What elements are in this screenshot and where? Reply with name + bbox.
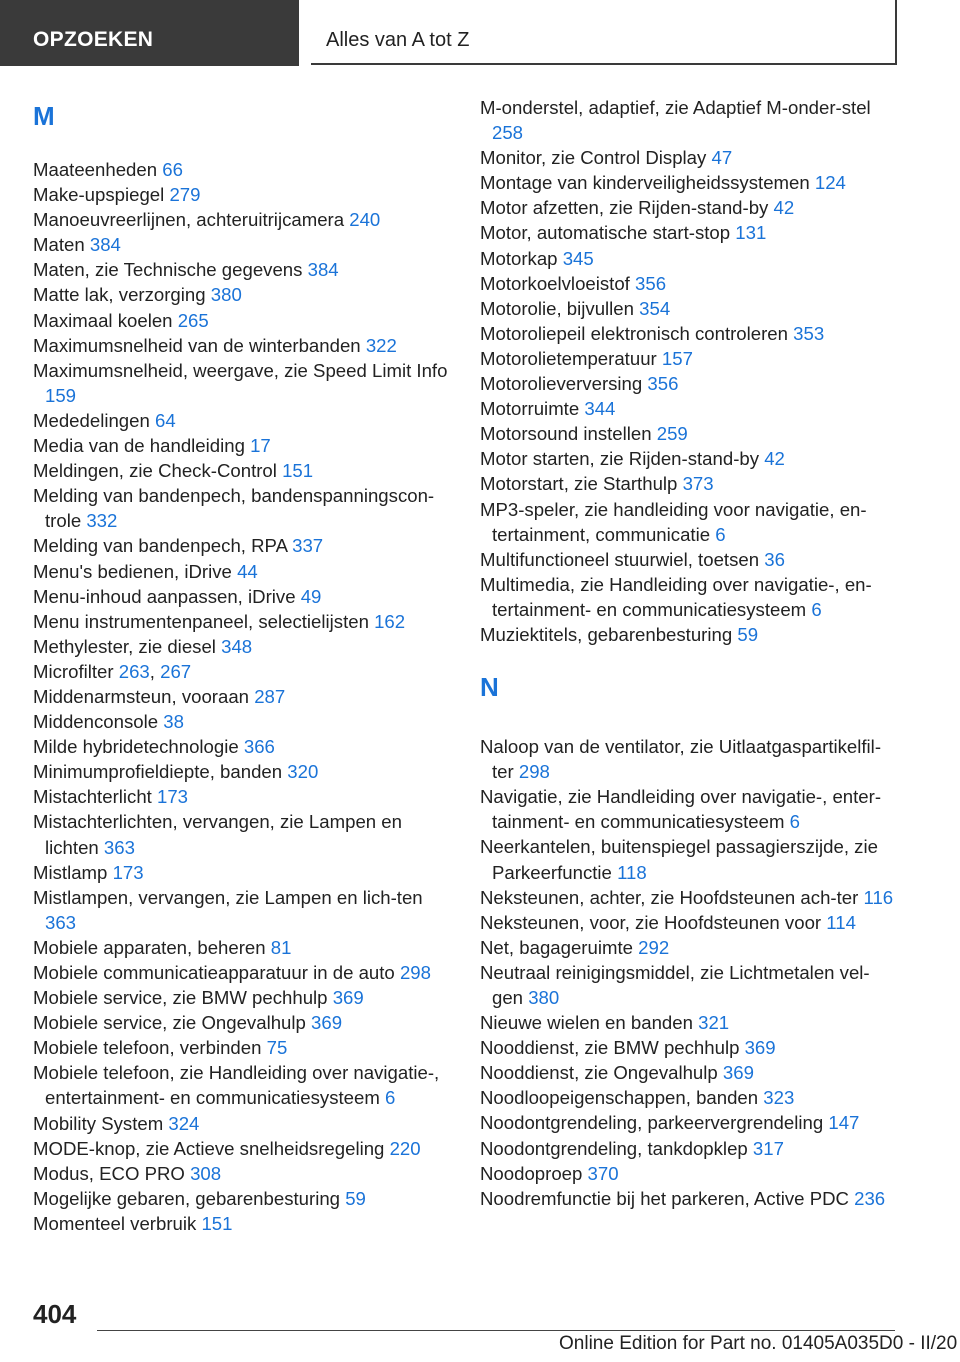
index-entry-text: Maximumsnelheid van de winterbanden [33,334,361,356]
index-entry [480,271,900,296]
page-reference-link[interactable]: 36 [764,548,785,570]
index-entry [33,257,458,282]
section-tab[interactable] [0,0,299,66]
page-header [0,0,896,66]
index-entry-text: Mistachterlichten, vervangen, zie Lampen en lichten [33,811,402,858]
index-entry [480,421,900,446]
page-reference-link[interactable]: 369 [722,1062,754,1084]
index-entry [480,1035,900,1060]
index-entry [480,170,900,195]
page-reference-link[interactable]: 75 [266,1037,288,1059]
index-entry [480,371,900,396]
page-reference-link[interactable]: 279 [169,184,201,206]
page-reference-link[interactable]: 59 [737,623,759,645]
index-entry [33,885,458,935]
index-entry [33,709,458,734]
page-reference-link[interactable]: 380 [210,284,242,306]
index-entry [480,1136,900,1161]
index-entry-text: Neerkantelen, buitenspiegel passagierszijde, zie Parkeerfunctie [480,836,878,883]
index-entry [33,960,458,985]
page-number: 404 [33,1299,77,1329]
chapter-title-box [311,0,897,65]
page-reference-link[interactable]: 292 [638,936,670,958]
index-entry [33,1010,458,1035]
page-reference-link[interactable]: 267 [160,660,192,682]
index-entry-text: Matte lak, verzorging [33,284,206,306]
index-entry [480,1010,900,1035]
index-entry-text: Noodontgrendeling, parkeervergrendeling [480,1112,824,1134]
index-entry-text: Mobiele apparaten, beheren [33,936,266,958]
page-reference-link[interactable]: 38 [163,711,184,733]
index-entry [480,572,900,622]
page-reference-link[interactable]: 369 [744,1037,776,1059]
index-entry [33,860,458,885]
index-entry-text: Milde hybridetechnologie [33,736,239,758]
page-reference-link[interactable]: 44 [237,560,258,582]
page-reference-link[interactable]: 384 [307,259,339,281]
index-entry [480,195,900,220]
index-entry [480,220,900,245]
page-reference-link[interactable]: 344 [584,398,616,420]
page-reference-link[interactable]: 6 [789,811,800,833]
index-entry-text: MP3-speler, zie handleiding voor navigatie, en-tertainment, communicatie [480,498,867,545]
page-reference-link[interactable]: 151 [282,460,314,482]
index-entry-text: Microfilter [33,660,114,682]
page-reference-link[interactable]: 259 [656,423,688,445]
index-entry-text: Monitor, zie Control Display [480,147,707,169]
chapter-title: Alles van A tot Z [326,29,470,51]
index-entry [33,1035,458,1060]
index-entry-text: Montage van kinderveiligheidssystemen [480,172,810,194]
page-reference-link[interactable]: 366 [243,736,275,758]
index-entry-text: Motorolietemperatuur [480,347,657,369]
page-reference-link[interactable]: 47 [711,147,733,169]
index-entry-text: Mobiele communicatieapparatuur in de auto [33,962,395,983]
index-entry-text: Mobiele telefoon, verbinden [33,1037,262,1059]
index-entry [480,834,900,884]
index-entry-text: Maten, zie Technische gegevens [33,259,303,281]
index-entry-text: Make-upspiegel [33,184,165,206]
page-reference-link[interactable]: 114 [826,911,856,933]
index-entry [33,734,458,759]
index-entry-text: Motorkap [480,247,558,269]
index-entry [480,95,900,145]
index-entry-text: Multimedia, zie Handleiding over navigatie-, en-tertainment- en communicatiesysteem [480,573,872,620]
index-entry-text: Mistlamp [33,861,108,883]
index-entry [33,157,458,182]
index-entry [33,282,458,307]
index-entry-text: Motor afzetten, zie Rijden-stand-by [480,197,769,219]
page-reference-link[interactable]: 263 [118,660,150,682]
page-reference-link[interactable]: 322 [365,334,397,356]
page-reference-link[interactable]: 363 [45,911,77,933]
index-entry [33,483,458,533]
index-entry [33,358,458,408]
footer-divider [97,1330,895,1331]
index-entry-text: Motorkoelvloeistof [480,272,630,294]
page-reference-link[interactable]: 337 [292,535,324,557]
index-entry-text: Navigatie, zie Handleiding over navigatie-, enter-tainment- en communicatiesysteem [480,786,882,833]
index-entry [33,634,458,659]
index-entry [480,497,900,547]
index-entry-text: Noodloopeigenschappen, banden [480,1087,759,1109]
page-reference-link[interactable]: 49 [300,585,322,607]
index-entry-text: Modus, ECO PRO [33,1162,185,1184]
page-reference-link[interactable]: 345 [562,247,594,269]
index-entry-text: Motorruimte [480,398,580,420]
page-reference-link[interactable]: 131 [735,222,767,244]
index-entry [480,246,900,271]
index-entry-text: Mistlampen, vervangen, zie Lampen en lich-ten [33,886,423,908]
page-reference-link[interactable]: 116 [863,886,894,908]
index-entry-text: Motoroliepeil elektronisch controleren [480,322,788,344]
index-entry [33,985,458,1010]
index-entry-text: Menu-inhoud aanpassen, iDrive [33,585,296,607]
page-reference-link[interactable]: 159 [45,384,77,406]
index-entry [33,1211,458,1236]
index-entry [33,458,458,483]
index-entry [33,533,458,558]
page-reference-link[interactable]: 81 [270,936,292,958]
index-entry [480,321,900,346]
page-reference-link[interactable]: 6 [385,1087,396,1109]
index-entry-text: Multifunctioneel stuurwiel, toetsen [480,548,760,570]
index-entry-text: Neksteunen, voor, zie Hoofdsteunen voor [480,911,822,933]
index-entry [480,935,900,960]
index-entry-text: Nooddienst, zie Ongevalhulp [480,1062,718,1084]
index-entry-text: Naloop van de ventilator, zie Uitlaatgaspartikelfil-ter [480,736,882,783]
page-reference-link[interactable]: 324 [168,1112,200,1134]
page-reference-link[interactable]: 173 [157,786,189,808]
index-entry [480,471,900,496]
index-entry-text: Melding van bandenpech, bandenspanningscon-trole [33,485,435,532]
page-reference-link[interactable]: 287 [254,685,286,707]
index-entry [33,584,458,609]
index-entry-text: Neksteunen, achter, zie Hoofdsteunen ach-ter [480,886,859,908]
index-entry [33,809,458,859]
page-reference-link[interactable]: 42 [764,448,785,470]
page-reference-link[interactable]: 64 [155,409,176,431]
page-reference-link[interactable]: 17 [250,435,271,457]
index-entry [480,910,900,935]
page-reference-link[interactable]: 6 [715,523,726,545]
page-reference-link[interactable]: 332 [86,510,118,532]
index-entry-text: Maten [33,234,85,256]
index-entry-text: Meldingen, zie Check-Control [33,460,277,482]
index-entry [33,759,458,784]
page-reference-link[interactable]: 320 [287,761,319,783]
page-reference-link[interactable]: 66 [162,159,183,180]
page-reference-link[interactable]: 370 [587,1162,619,1184]
index-entry [33,1111,458,1136]
page-reference-link[interactable]: 147 [828,1112,860,1134]
index-entry [33,433,458,458]
page-reference-link[interactable]: 353 [793,322,825,344]
index-entry-text: Motor, automatische start-stop [480,222,731,244]
page-reference-link[interactable]: 220 [389,1137,421,1159]
index-entry-text: Middenarmsteun, vooraan [33,685,250,707]
index-entry [33,684,458,709]
index-entry-text: Motorolie, bijvullen [480,297,634,319]
page-reference-link[interactable]: 356 [635,272,667,294]
page-reference-link[interactable]: 42 [773,197,795,219]
page-reference-link[interactable]: 236 [854,1187,886,1209]
index-entry-text: Mobility System [33,1112,164,1134]
index-entry-text: MODE-knop, zie Actieve snelheidsregeling [33,1137,385,1159]
index-entry-text: Maximaal koelen [33,309,173,331]
index-entry [33,1136,458,1161]
index-entry-text: Maateenheden [33,159,158,180]
index-entry [480,622,900,647]
page-reference-link[interactable]: 162 [374,610,406,632]
page-reference-link[interactable]: 323 [763,1087,795,1109]
index-entry-text: Melding van bandenpech, RPA [33,535,287,557]
index-entry [480,1186,900,1211]
index-entry [33,1186,458,1211]
page-reference-link[interactable]: 363 [103,836,135,858]
index-entry-text: Net, bagageruimte [480,936,633,958]
page-reference-link[interactable]: 348 [221,635,253,657]
index-entry-text: Nooddienst, zie BMW pechhulp [480,1037,740,1059]
page-reference-link[interactable]: 59 [345,1187,366,1209]
index-entry [480,296,900,321]
page-reference-link[interactable]: 151 [201,1212,233,1234]
index-column-left [33,95,458,1236]
page-reference-link[interactable]: 258 [492,122,524,144]
index-entry-text: Media van de handleiding [33,435,245,457]
page-reference-link[interactable]: 173 [112,861,144,883]
index-entry [33,935,458,960]
index-entry-text: Mogelijke gebaren, gebarenbesturing [33,1187,341,1209]
index-entry-text: Mobiele telefoon, zie Handleiding over navigatie-, entertainment- en communicatiesysteem [33,1062,440,1109]
index-entry [33,308,458,333]
index-entry-text: Menu's bedienen, iDrive [33,560,232,582]
index-entry [33,182,458,207]
index-entry-text: Methylester, zie diesel [33,635,216,657]
page-reference-link[interactable]: 380 [528,987,560,1008]
index-entry [480,1110,900,1135]
index-entry [480,1161,900,1186]
index-entry [33,232,458,257]
page-reference-link[interactable]: 240 [349,209,381,231]
index-entry-text: Mistachterlicht [33,786,152,808]
page-reference-link[interactable]: 321 [698,1012,730,1034]
index-entry [480,547,900,572]
index-entry-text: Noodoproep [480,1162,583,1184]
page-reference-link[interactable]: 369 [332,987,364,1009]
index-entry-text: Motorolieverversing [480,373,643,395]
index-entry: Microfilter 263, 267 [33,660,192,682]
index-entry-text: Momenteel verbruik [33,1212,197,1234]
page-reference-link[interactable]: 118 [617,861,647,883]
section-label: OPZOEKEN [33,28,154,51]
index-entry [33,609,458,634]
page-reference-link[interactable]: 317 [752,1137,784,1159]
index-entry [33,333,458,358]
index-entry-text: Muziektitels, gebarenbesturing [480,623,733,645]
index-entry [480,734,900,784]
index-entry [480,346,900,371]
index-entry [33,559,458,584]
index-entry [480,446,900,471]
index-entry-text: Mobiele service, zie Ongevalhulp [33,1012,306,1034]
page-reference-link[interactable]: 124 [814,172,846,194]
index-entry [33,408,458,433]
index-entry [33,1060,458,1110]
page-reference-link[interactable]: 308 [190,1162,222,1184]
index-entry-text: Motorsound instellen [480,423,652,445]
index-entry [480,145,900,170]
index-entry-text: Manoeuvreerlijnen, achteruitrijcamera [33,209,345,231]
index-entry [480,960,900,1010]
index-entry-text: Noodremfunctie bij het parkeren, Active PDC [480,1187,849,1209]
index-entry [480,885,900,910]
index-entry-text: Nieuwe wielen en banden [480,1012,693,1034]
index-entry-text: Minimumprofieldiepte, banden [33,761,283,783]
page-reference-link[interactable]: 384 [89,234,121,256]
index-entry [480,784,900,834]
index-letter-heading: M [33,101,55,131]
index-entry-text: Middenconsole [33,711,159,733]
page-reference-link[interactable]: 354 [639,297,671,319]
edition-note: Online Edition for Part no. 01405A035D0 - II/20 [559,1333,958,1354]
index-entry [480,1085,900,1110]
index-entry-text: Noodontgrendeling, tankdopklep [480,1137,748,1159]
index-entry-text: Motorstart, zie Starthulp [480,473,678,495]
index-entry-text: Mededelingen [33,409,150,431]
index-entry [33,207,458,232]
page-reference-link[interactable]: 265 [177,309,209,331]
page-reference-link[interactable]: 356 [647,373,679,395]
index-entry-text: Menu instrumentenpaneel, selectielijsten [33,610,369,632]
index-entry-text: M-onderstel, adaptief, zie Adaptief M-onder-stel [480,97,871,118]
page-reference-link[interactable]: 373 [682,473,714,495]
page-reference-link[interactable]: 157 [661,347,693,369]
index-entry-text: Mobiele service, zie BMW pechhulp [33,987,328,1009]
page-reference-link[interactable]: 6 [811,598,822,620]
index-column-right [480,95,900,1211]
index-letter-heading: N [480,672,499,703]
index-entry-text: Maximumsnelheid, weergave, zie Speed Limit Info [33,359,448,381]
index-entry-text: Neutraal reinigingsmiddel, zie Lichtmetalen vel-gen [480,961,870,1008]
page-reference-link[interactable]: 298 [518,761,550,783]
page-reference-link[interactable]: 369 [311,1012,343,1034]
page-reference-link[interactable]: 298 [399,962,431,983]
index-entry [33,784,458,809]
index-entry [33,1161,458,1186]
index-entry-text: Motor starten, zie Rijden-stand-by [480,448,760,470]
index-entry [480,1060,900,1085]
index-entry [480,396,900,421]
